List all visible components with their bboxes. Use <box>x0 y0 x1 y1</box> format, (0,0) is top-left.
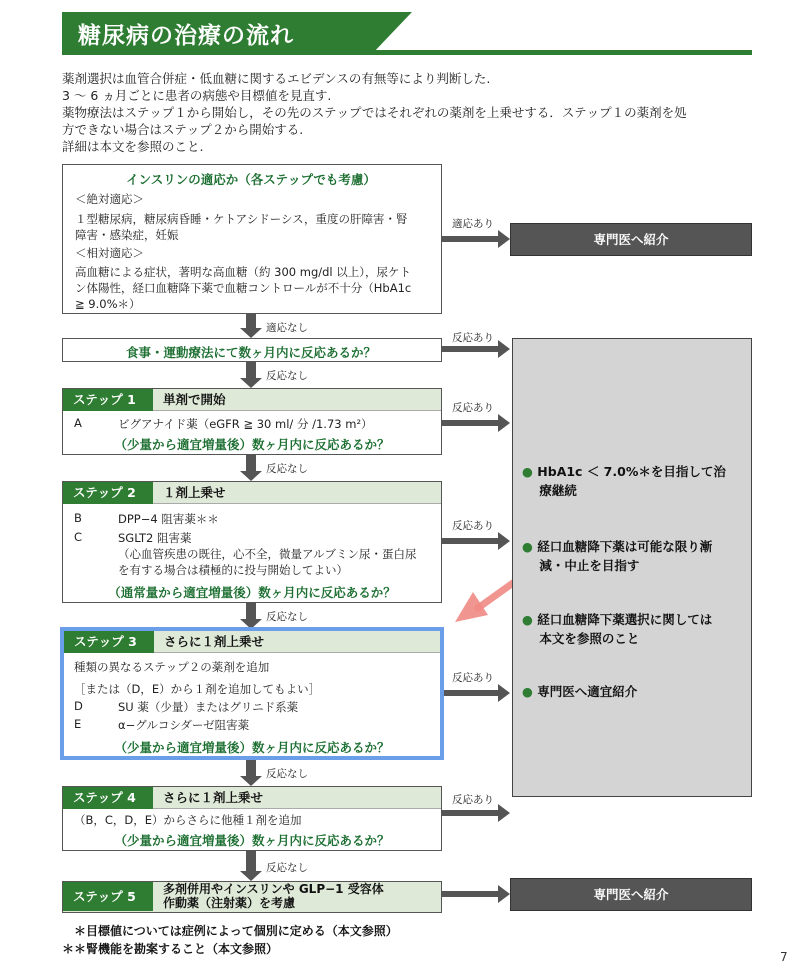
step-2-sglt2-note-2: を有する場合は積極的に投与開始してよい） <box>118 563 348 577</box>
absolute-indication-line-2: 障害・感染症，妊娠 <box>75 228 179 242</box>
relative-indication-line-2: ン体陽性，経口血糖降下薬で血糖コントロールが不十分（HbA1c <box>75 281 412 295</box>
step-4-header <box>63 787 441 809</box>
response-yes-label-step3: 反応あり <box>452 672 494 684</box>
step-2-question: （通常量から適宜増量後）数ヶ月内に反応あるか？ <box>108 585 396 600</box>
step-1-key-a: A <box>74 416 82 430</box>
step-3-title: さらに１剤上乗せ <box>164 634 265 649</box>
step-3-header <box>64 631 440 653</box>
step-5-box <box>62 881 442 913</box>
footnote-2: ＊＊腎機能を勘案すること（本文参照） <box>62 942 279 956</box>
response-no-label-1: 反応なし <box>266 370 308 382</box>
step-3-label: ステップ 3 <box>64 631 154 653</box>
step-3-line-2: ［または（D，E）から１剤を追加してもよい］ <box>74 682 321 696</box>
response-no-label-3: 反応なし <box>266 611 308 623</box>
intro-line-2: 3 ～ 6 ヵ月ごとに患者の病態や目標値を見直す. <box>62 88 332 103</box>
footnote-1: ＊目標値については症例によって個別に定める（本文参照） <box>74 924 398 938</box>
intro-line-4: 方できない場合はステップ２から開始する. <box>62 122 304 137</box>
step-4-title: さらに１剤上乗せ <box>163 790 264 805</box>
step-3-line-1: 種類の異なるステップ２の薬剤を追加 <box>74 660 270 674</box>
step-2-title: １剤上乗せ <box>163 485 226 500</box>
indication-yes-label: 適応あり <box>452 218 494 230</box>
panel-item-4: ● 専門医へ適宜紹介 <box>522 684 638 699</box>
intro-line-3: 薬物療法はステップ１から開始し，その先のステップではそれぞれの薬剤を上乗せする．ステップ１の薬剤を処 <box>62 105 687 120</box>
panel-item-1: ● HbA1c ＜ 7.0%＊を目指して治 療継続 <box>522 464 726 498</box>
step-1-title: 単剤で開始 <box>163 392 226 407</box>
step-2-header <box>63 482 441 504</box>
step-4-line-1: （B，C，D，E）からさらに他種１剤を追加 <box>74 813 302 827</box>
relative-indication-line-3: ≧ 9.0%＊） <box>75 297 141 311</box>
response-yes-label-step1: 反応あり <box>452 402 494 414</box>
step-5-title: 多剤併用やインスリンや GLP−1 受容体 作動薬（注射薬）を考慮 <box>163 882 384 910</box>
absolute-indication-line-1: １型糖尿病，糖尿病昏睡・ケトアシドーシス，重度の肝障害・腎 <box>75 212 408 226</box>
referral-box-bottom: 専門医へ紹介 <box>510 878 752 911</box>
step-2-sglt2-note-1: （心血管疾患の既往，心不全，微量アルブミン尿・蛋白尿 <box>118 547 417 561</box>
page-title: 糖尿病の治療の流れ <box>78 23 294 49</box>
response-no-label-2: 反応なし <box>266 463 308 475</box>
response-yes-label-diet: 反応あり <box>452 332 494 344</box>
step-4-label: ステップ 4 <box>63 787 153 809</box>
step-3-su: SU 薬（少量）またはグリニド系薬 <box>118 700 299 714</box>
absolute-indication-heading: ＜絶対適応＞ <box>75 192 144 206</box>
indication-no-label: 適応なし <box>266 322 308 334</box>
step-2-label: ステップ 2 <box>63 482 153 504</box>
insulin-indication-box <box>62 164 442 314</box>
step-1-header <box>63 389 441 411</box>
response-yes-label-step2: 反応あり <box>452 520 494 532</box>
step-1-biguanide: ビグアナイド薬（eGFR ≧ 30 ml/ 分 /1.73 m²） <box>118 417 373 431</box>
step-2-dpp4: DPP−4 阻害薬＊＊ <box>118 512 219 526</box>
page-number: 7 <box>780 950 788 964</box>
panel-item-3: ● 経口血糖降下薬選択に関しては 本文を参照のこと <box>522 612 713 646</box>
intro-line-1: 薬剤選択は血管合併症・低血糖に関するエビデンスの有無等により判断した. <box>62 71 491 86</box>
response-yes-label-step4: 反応あり <box>452 794 494 806</box>
step-2-key-c: C <box>74 530 83 544</box>
step-5-label: ステップ 5 <box>63 882 153 911</box>
step-1-question: （少量から適宜増量後）数ヶ月内に反応あるか？ <box>114 437 390 452</box>
step-2-key-b: B <box>74 511 82 525</box>
step-1-label: ステップ 1 <box>63 389 153 411</box>
step-3-agi: α−グルコシダーゼ阻害薬 <box>118 718 250 732</box>
relative-indication-line-1: 高血糖による症状，著明な高血糖（約 300 mg/dl 以上），尿ケト <box>75 265 412 279</box>
intro-line-5: 詳細は本文を参照のこと. <box>62 139 204 154</box>
diet-question: 食事・運動療法にて数ヶ月内に反応あるか？ <box>125 345 376 360</box>
response-no-label-5: 反応なし <box>266 862 308 874</box>
step-3-question: （少量から適宜増量後）数ヶ月内に反応あるか？ <box>114 740 390 755</box>
diet-exercise-box <box>62 338 442 362</box>
referral-box-top: 専門医へ紹介 <box>510 223 752 256</box>
step-3-key-e: E <box>74 717 82 731</box>
step-3-key-d: D <box>74 699 83 713</box>
panel-item-2: ● 経口血糖降下薬は可能な限り漸 減・中止を目指す <box>522 539 713 573</box>
step-2-sglt2: SGLT2 阻害薬 <box>118 531 192 545</box>
relative-indication-heading: ＜相対適応＞ <box>75 246 144 260</box>
step-4-question: （少量から適宜増量後）数ヶ月内に反応あるか？ <box>114 833 390 848</box>
response-no-label-4: 反応なし <box>266 768 308 780</box>
insulin-title: インスリンの適応か（各ステップでも考慮） <box>126 172 376 187</box>
